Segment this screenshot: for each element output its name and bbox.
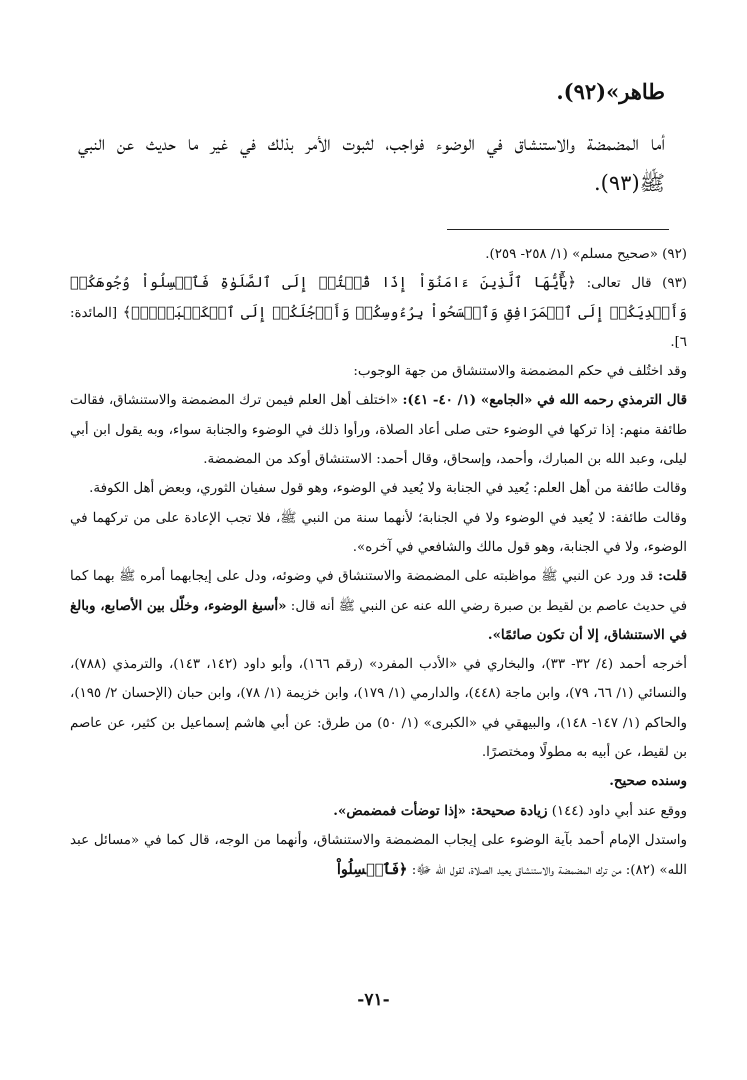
- main-paragraph: أما المضمضة والاستنشاق في الوضوء فواجب، لثبوت الأمر بذلك في غير ما حديث عن النبي ﷺ(٩٣).: [78, 131, 665, 195]
- paragraph: وقالت طائفة من أهل العلم: يُعيد في الجنابة ولا يُعيد في الوضوء، وهو قول سفيان الثوري، وبعض أهل الكوفة.: [89, 481, 687, 497]
- addition-quote: زيادة صحيحة: «إذا توضأت فمضمض».: [333, 802, 548, 819]
- paragraph-text: قد ورد عن النبي ﷺ مواظبته على المضمضة والاستنشاق في وضوئه، ودل على إيجابهما أمره ﷺ بهما كما في حديث عاصم بن لقيط بن صبرة رضي الله عنه عن النبي ﷺ أنه قال:: [70, 569, 688, 614]
- paragraph-text: «اختلف أهل العلم فيمن ترك المضمضة والاستنشاق، فقالت طائفة منهم: إذا تركها في الوضوء حتى صلى أعاد الصلاة، ورأوا ذلك في الوضوء والجنابة سواء، وبه يقول ابن أبي ليلى، وعبد الله بن المبارك، وأحمد، وإسحاق، وقال أحمد: الاستنشاق أوكد من المضمضة.: [70, 393, 687, 468]
- footnote-92: (٩٢) «صحيح مسلم» (١/ ٢٥٨- ٢٥٩).: [485, 247, 687, 262]
- paragraph: وقد اختُلف في حكم المضمضة والاستنشاق من جهة الوجوب:: [353, 364, 687, 380]
- paragraph-text: ووقع عند أبي داود (١٤٤): [547, 803, 687, 819]
- page-number: -٧١-: [357, 990, 390, 1010]
- tirmidhi-citation: قال الترمذي رحمه الله في «الجامع» (١/ ٤٠- ٤١):: [402, 392, 687, 409]
- footnote-93: [70, 269, 687, 357]
- author-note-label: قلت:: [658, 568, 687, 585]
- footnote-separator: [447, 229, 669, 230]
- paragraph-text: واستدل الإمام أحمد بآية الوضوء على إيجاب المضمضة والاستنشاق، وأنهما من الوجه، قال كما في «مسائل عبد الله» (٨٢): من ترك المضمضة والاستنشاق يعيد الصلاة، لقول الله ﷻ:: [70, 832, 687, 879]
- paragraph: [70, 797, 687, 826]
- verse-reference: [المائدة: ٦].: [70, 305, 687, 350]
- quran-verse: ﴿يَٰٓأَيُّهَا ٱلَّذِينَ ءَامَنُوٓاْ إِذَا قُمۡتُمۡ إِلَى ٱلصَّلَوٰةِ فَٱغۡسِلُواْ وُجُوهَكُمۡ وَأَيۡدِيَكُمۡ إِلَى ٱلۡمَرَافِقِ وَٱمۡسَحُواْ بِرُءُوسِكُمۡ وَأَرۡجُلَكُمۡ إِلَى ٱلۡكَعۡبَيۡنِۚ﴾: [70, 275, 687, 321]
- paragraph: [70, 386, 687, 474]
- paragraph: [70, 562, 687, 650]
- paragraph: أخرجه أحمد (٤/ ٣٢- ٣٣)، والبخاري في «الأدب المفرد» (رقم ١٦٦)، وأبو داود (١٤٢، ١٤٣)، والترمذي (٧٨٨)، والنسائي (١/ ٦٦، ٧٩)، وابن ماجة (٤٤٨)، والدارمي (١/ ١٧٩)، وابن خزيمة (١/ ٧٨)، وابن حبان (الإحسان ٢/ ١٩٥)، والحاكم (١/ ١٤٧- ١٤٨)، والبيهقي في «الكبرى» (١/ ٥٠) من طرق: عن أبي هاشم إسماعيل بن كثير، عن عاصم بن لقيط، عن أبيه به مطولًا ومختصرًا.: [70, 657, 687, 761]
- hadith-quote: «أسبغ الوضوء، وخلّل بين الأصابع، وبالغ في الاستنشاق، إلا أن تكون صائمًا».: [70, 597, 687, 643]
- footnote-93-intro: (٩٣) قال تعالى:: [575, 276, 687, 292]
- footnotes: [70, 240, 687, 886]
- quran-verse: ﴿فَٱغۡسِلُواْ: [336, 861, 408, 879]
- main-text-line: طاهر»(٩٢).: [556, 79, 665, 104]
- paragraph: [70, 826, 687, 886]
- grading: وسنده صحيح.: [609, 773, 687, 790]
- paragraph: وقالت طائفة: لا يُعيد في الوضوء ولا في الجنابة؛ لأنهما سنة من النبي ﷺ، فلا تجب الإعادة على من تركهما في الوضوء، ولا في الجنابة، وهو قول مالك والشافعي في آخره».: [70, 510, 687, 555]
